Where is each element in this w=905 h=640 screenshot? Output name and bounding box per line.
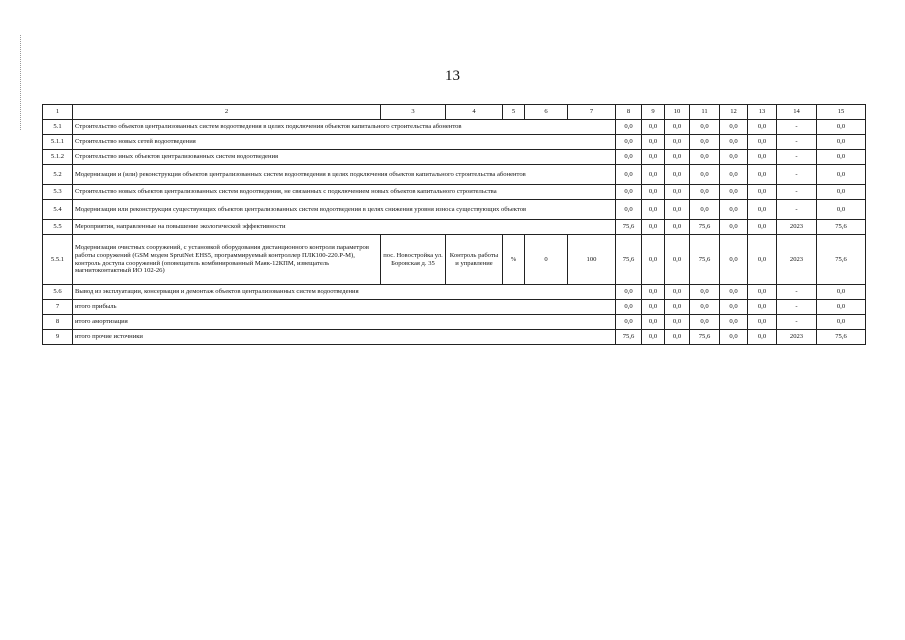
row-number: 5.1.1 bbox=[43, 135, 73, 150]
col-header: 8 bbox=[616, 105, 642, 120]
before-value-cell: 0 bbox=[525, 235, 568, 285]
value-cell: 0,0 bbox=[690, 185, 720, 200]
table-row bbox=[43, 285, 866, 300]
value-cell: 0,0 bbox=[616, 200, 642, 220]
value-cell: 0,0 bbox=[616, 185, 642, 200]
value-cell: 0,0 bbox=[817, 120, 866, 135]
value-cell: 0,0 bbox=[642, 185, 665, 200]
value-cell: 2023 bbox=[777, 235, 817, 285]
col-header: 7 bbox=[568, 105, 616, 120]
row-number: 7 bbox=[43, 300, 73, 315]
table-row bbox=[43, 150, 866, 165]
value-cell: 0,0 bbox=[720, 330, 748, 345]
value-cell: 0,0 bbox=[642, 235, 665, 285]
location-cell: пос. Новостройка ул. Боровская д. 35 bbox=[381, 235, 446, 285]
table-row-detail bbox=[43, 235, 866, 285]
value-cell: 0,0 bbox=[665, 135, 690, 150]
value-cell: 0,0 bbox=[642, 315, 665, 330]
row-number: 9 bbox=[43, 330, 73, 345]
value-cell: 0,0 bbox=[817, 285, 866, 300]
row-number: 5.2 bbox=[43, 165, 73, 185]
row-description: итого прочие источники bbox=[73, 330, 616, 345]
table-row bbox=[43, 300, 866, 315]
value-cell: 0,0 bbox=[817, 135, 866, 150]
value-cell: - bbox=[777, 185, 817, 200]
col-header: 14 bbox=[777, 105, 817, 120]
value-cell: 0,0 bbox=[616, 120, 642, 135]
col-header: 6 bbox=[525, 105, 568, 120]
value-cell: 0,0 bbox=[690, 315, 720, 330]
value-cell: 0,0 bbox=[690, 150, 720, 165]
value-cell: 0,0 bbox=[720, 220, 748, 235]
value-cell: 0,0 bbox=[720, 200, 748, 220]
value-cell: 75,6 bbox=[616, 235, 642, 285]
value-cell: 0,0 bbox=[817, 300, 866, 315]
row-description: Строительство новых объектов централизованных систем водоотведения, не связанных с подключением новых объектов капитального строительства bbox=[73, 185, 616, 200]
value-cell: 0,0 bbox=[748, 315, 777, 330]
value-cell: 0,0 bbox=[748, 300, 777, 315]
value-cell: 0,0 bbox=[665, 235, 690, 285]
value-cell: 0,0 bbox=[690, 135, 720, 150]
value-cell: - bbox=[777, 315, 817, 330]
col-header: 10 bbox=[665, 105, 690, 120]
table-row bbox=[43, 200, 866, 220]
investment-table bbox=[42, 104, 866, 345]
table-row bbox=[43, 185, 866, 200]
value-cell: 0,0 bbox=[690, 120, 720, 135]
row-number: 5.4 bbox=[43, 200, 73, 220]
row-description: Строительство иных объектов централизованных систем водоотведения bbox=[73, 150, 616, 165]
value-cell: 0,0 bbox=[720, 165, 748, 185]
value-cell: 0,0 bbox=[720, 285, 748, 300]
value-cell: 0,0 bbox=[720, 235, 748, 285]
table-row bbox=[43, 220, 866, 235]
header-row bbox=[43, 105, 866, 120]
value-cell: 0,0 bbox=[642, 120, 665, 135]
col-header: 3 bbox=[381, 105, 446, 120]
value-cell: 0,0 bbox=[748, 135, 777, 150]
row-description: итого амортизация bbox=[73, 315, 616, 330]
value-cell: 75,6 bbox=[817, 220, 866, 235]
row-number: 8 bbox=[43, 315, 73, 330]
value-cell: 0,0 bbox=[748, 150, 777, 165]
value-cell: 0,0 bbox=[665, 300, 690, 315]
value-cell: 0,0 bbox=[748, 200, 777, 220]
value-cell: 0,0 bbox=[817, 200, 866, 220]
value-cell: - bbox=[777, 150, 817, 165]
after-value-cell: 100 bbox=[568, 235, 616, 285]
value-cell: - bbox=[777, 165, 817, 185]
row-number: 5.3 bbox=[43, 185, 73, 200]
table-row bbox=[43, 165, 866, 185]
value-cell: 0,0 bbox=[665, 165, 690, 185]
value-cell: 0,0 bbox=[665, 220, 690, 235]
row-number: 5.1 bbox=[43, 120, 73, 135]
value-cell: 0,0 bbox=[642, 220, 665, 235]
row-description: итого прибыль bbox=[73, 300, 616, 315]
value-cell: 0,0 bbox=[665, 200, 690, 220]
col-header: 15 bbox=[817, 105, 866, 120]
value-cell: 0,0 bbox=[720, 315, 748, 330]
value-cell: 0,0 bbox=[748, 165, 777, 185]
table-row bbox=[43, 120, 866, 135]
value-cell: 75,6 bbox=[690, 235, 720, 285]
value-cell: - bbox=[777, 120, 817, 135]
value-cell: 0,0 bbox=[616, 135, 642, 150]
value-cell: 0,0 bbox=[748, 120, 777, 135]
value-cell: 0,0 bbox=[720, 300, 748, 315]
value-cell: 0,0 bbox=[642, 165, 665, 185]
row-number: 5.1.2 bbox=[43, 150, 73, 165]
value-cell: 2023 bbox=[777, 220, 817, 235]
col-header: 13 bbox=[748, 105, 777, 120]
value-cell: 0,0 bbox=[665, 185, 690, 200]
value-cell: 75,6 bbox=[690, 220, 720, 235]
value-cell: 0,0 bbox=[690, 165, 720, 185]
value-cell: 75,6 bbox=[817, 330, 866, 345]
value-cell: 0,0 bbox=[817, 315, 866, 330]
indicator-cell: Контроль работы и управление bbox=[446, 235, 503, 285]
value-cell: 0,0 bbox=[817, 165, 866, 185]
value-cell: 2023 bbox=[777, 330, 817, 345]
value-cell: 75,6 bbox=[690, 330, 720, 345]
value-cell: 0,0 bbox=[720, 150, 748, 165]
row-number: 5.5.1 bbox=[43, 235, 73, 285]
value-cell: 0,0 bbox=[817, 150, 866, 165]
col-header: 4 bbox=[446, 105, 503, 120]
value-cell: 0,0 bbox=[616, 150, 642, 165]
value-cell: 0,0 bbox=[642, 285, 665, 300]
value-cell: 75,6 bbox=[616, 330, 642, 345]
table-row bbox=[43, 315, 866, 330]
value-cell: - bbox=[777, 200, 817, 220]
row-description: Модернизация очистных сооружений, с установкой оборудования дистанционного контроля параметров работы сооружений (GSM модем SprutNet EHS5, программируемый контроллер ПЛК100-220.Р-М), контроль доступа сооружений (оповещатель комбинированный Маяк-12КПМ, извещатель магнитоконтактный ИО 102-26) bbox=[73, 235, 381, 285]
value-cell: 0,0 bbox=[642, 150, 665, 165]
value-cell: 0,0 bbox=[616, 165, 642, 185]
value-cell: 0,0 bbox=[720, 120, 748, 135]
value-cell: 0,0 bbox=[817, 185, 866, 200]
value-cell: 0,0 bbox=[665, 120, 690, 135]
value-cell: 0,0 bbox=[616, 300, 642, 315]
row-description: Модернизация и (или) реконструкция объектов централизованных систем водоотведения в целях подключения объектов капитального строительства абонентов bbox=[73, 165, 616, 185]
value-cell: - bbox=[777, 300, 817, 315]
value-cell: 0,0 bbox=[748, 185, 777, 200]
table-row bbox=[43, 135, 866, 150]
row-description: Мероприятия, направленные на повышение экологической эффективности bbox=[73, 220, 616, 235]
col-header: 1 bbox=[43, 105, 73, 120]
unit-cell: % bbox=[503, 235, 525, 285]
value-cell: 0,0 bbox=[642, 200, 665, 220]
table-row bbox=[43, 330, 866, 345]
value-cell: 0,0 bbox=[616, 285, 642, 300]
col-header: 2 bbox=[73, 105, 381, 120]
value-cell: 0,0 bbox=[665, 285, 690, 300]
col-header: 9 bbox=[642, 105, 665, 120]
value-cell: - bbox=[777, 135, 817, 150]
value-cell: 0,0 bbox=[642, 135, 665, 150]
value-cell: 0,0 bbox=[616, 315, 642, 330]
row-description: Строительство новых сетей водоотведения bbox=[73, 135, 616, 150]
value-cell: 0,0 bbox=[748, 285, 777, 300]
value-cell: 75,6 bbox=[616, 220, 642, 235]
value-cell: 0,0 bbox=[665, 150, 690, 165]
value-cell: 0,0 bbox=[748, 330, 777, 345]
col-header: 11 bbox=[690, 105, 720, 120]
value-cell: 0,0 bbox=[690, 300, 720, 315]
row-description: Вывод из эксплуатации, консервация и демонтаж объектов централизованных систем водоотведения bbox=[73, 285, 616, 300]
value-cell: 0,0 bbox=[748, 220, 777, 235]
value-cell: 0,0 bbox=[665, 330, 690, 345]
col-header: 12 bbox=[720, 105, 748, 120]
col-header: 5 bbox=[503, 105, 525, 120]
value-cell: 0,0 bbox=[720, 185, 748, 200]
row-number: 5.6 bbox=[43, 285, 73, 300]
row-description: Строительство объектов централизованных систем водоотведения в целях подключения объектов капитального строительства абонентов bbox=[73, 120, 616, 135]
value-cell: 0,0 bbox=[642, 300, 665, 315]
value-cell: - bbox=[777, 285, 817, 300]
row-description: Модернизация или реконструкция существующих объектов централизованных систем водоотведения в целях снижения уровня износа существующих объектов bbox=[73, 200, 616, 220]
page-number: 13 bbox=[445, 68, 460, 84]
value-cell: 0,0 bbox=[665, 315, 690, 330]
value-cell: 0,0 bbox=[690, 285, 720, 300]
row-number: 5.5 bbox=[43, 220, 73, 235]
value-cell: 0,0 bbox=[748, 235, 777, 285]
value-cell: 0,0 bbox=[720, 135, 748, 150]
value-cell: 0,0 bbox=[642, 330, 665, 345]
value-cell: 0,0 bbox=[690, 200, 720, 220]
value-cell: 75,6 bbox=[817, 235, 866, 285]
